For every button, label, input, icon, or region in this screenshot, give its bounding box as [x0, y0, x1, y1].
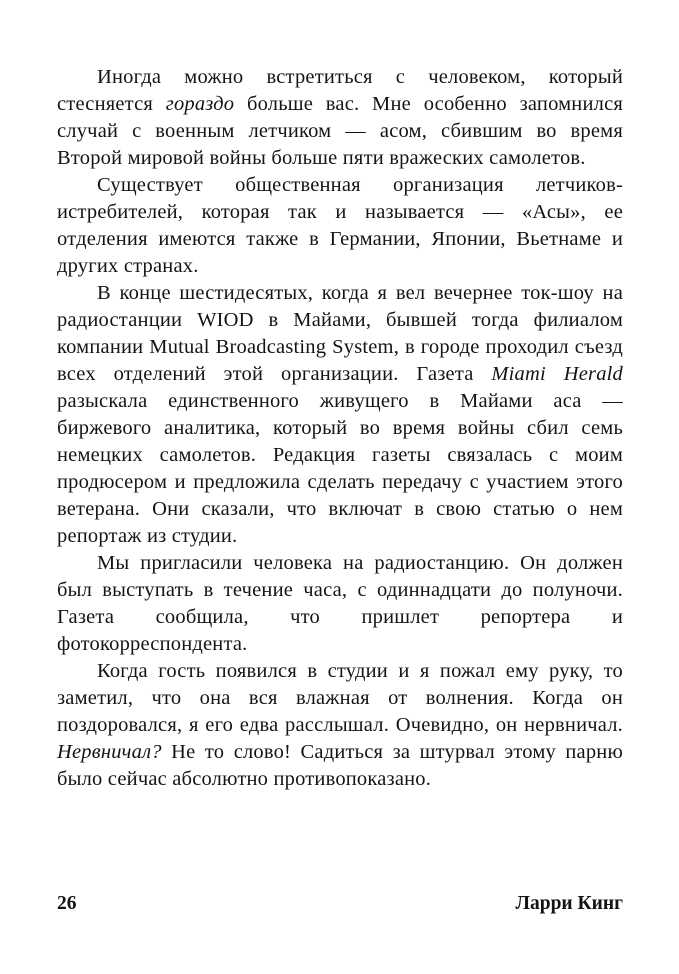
paragraph-2-run-1: Существует общественная организация летчиков-истребителей, которая так и называется — «Асы», ее отделения имеются также в Германии, Японии, Вьетнаме и других странах.: [57, 174, 623, 277]
paragraph-1-run-1: Иногда можно встретиться с человеком, который стесняется: [57, 66, 623, 115]
page-footer: [57, 893, 623, 915]
paragraph-1-run-3: больше вас. Мне особенно запомнился случай с военным летчиком — асом, сбившим во время Второй мировой войны больше пяти вражеских самолетов.: [57, 93, 624, 169]
paragraph-4: [57, 550, 623, 658]
paragraph-3: [57, 280, 623, 550]
body-text: [57, 64, 623, 793]
paragraph-3-run-1: В конце шестидесятых, когда я вел вечернее ток-шоу на радиостанции WIOD в Майами, бывшей тогда филиалом компании Mutual Broadcasting System, в городе проходил съезд всех отделений этой организации. Газета: [57, 282, 623, 385]
running-title-author: Ларри Кинг: [515, 893, 623, 914]
paragraph-1: [57, 64, 623, 172]
paragraph-5: [57, 658, 623, 793]
paragraph-3-run-3: разыскала единственного живущего в Майами аса — биржевого аналитика, который во время войны сбил семь немецких самолетов. Редакция газеты связалась с моим продюсером и предложила сделать передачу с участием этого ветерана. Они сказали, что включат в свою статью о нем репортаж из студии.: [57, 390, 623, 547]
paragraph-5-run-3: Не то слово! Садиться за штурвал этому парню было сейчас абсолютно противопоказано.: [57, 741, 623, 790]
page-number: 26: [57, 893, 77, 914]
paragraph-4-run-1: Мы пригласили человека на радиостанцию. Он должен был выступать в течение часа, с одиннадцати до полуночи. Газета сообщила, что пришлет репортера и фотокорреспондента.: [57, 552, 623, 655]
paragraph-5-run-1: Когда гость появился в студии и я пожал ему руку, то заметил, что она вся влажная от волнения. Когда он поздоровался, я его едва расслышал. Очевидно, он нервничал.: [57, 660, 623, 736]
paragraph-5-run-2-italic: Нервничал?: [57, 741, 162, 763]
paragraph-2: [57, 172, 623, 280]
paragraph-1-run-2-italic: гораздо: [165, 93, 235, 115]
paragraph-3-run-2-italic: Miami Herald: [491, 363, 623, 385]
